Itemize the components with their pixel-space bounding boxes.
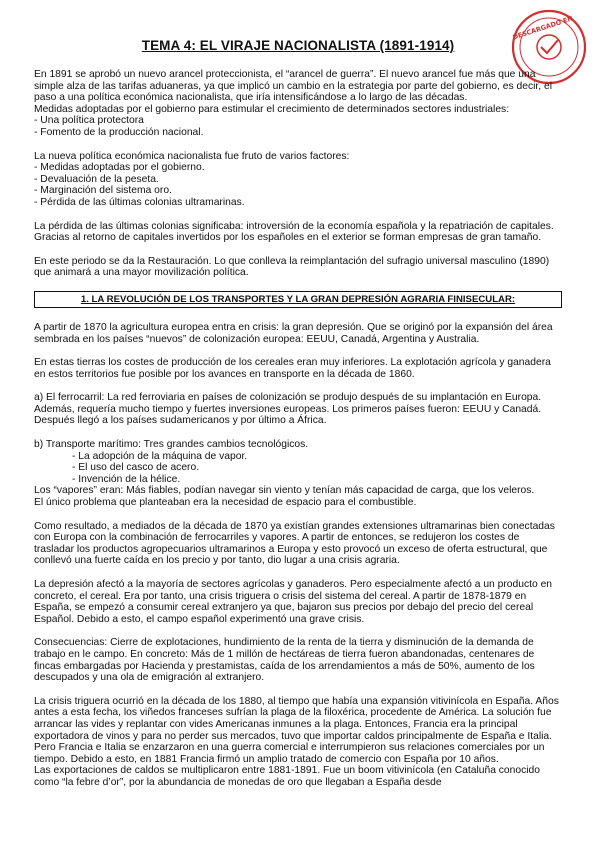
document-title: TEMA 4: EL VIRAJE NACIONALISTA (1891-1914)	[141, 38, 455, 53]
list-item: - Pérdida de las últimas colonias ultramarinas.	[34, 196, 245, 208]
maritime-block	[34, 439, 562, 509]
paragraph: La nueva política económica nacionalista fue fruto de varios factores:	[34, 150, 350, 162]
list-item: - Fomento de la producción nacional.	[34, 126, 204, 138]
svg-text:DESCARGADO EN: DESCARGADO EN	[511, 14, 574, 42]
paragraph: b) Transporte marítimo: Tres grandes cambios tecnológicos.	[34, 439, 309, 451]
section-heading: 1. LA REVOLUCIÓN DE LOS TRANSPORTES Y LA GRAN DEPRESIÓN AGRARIA FINISECULAR:	[34, 291, 562, 308]
colonies-block	[34, 221, 562, 244]
wine-block	[34, 696, 562, 789]
factors-block	[34, 151, 562, 209]
paragraph: La depresión afectó a la mayoría de sectores agrícolas y ganaderos. Pero especialmente afectó a un producto en concreto, el cereal. Era por tanto, una crisis triguera o crisis del sistema del cereal. A partir de 1878-1879 en España, se empezó a consumir cereal extranjero ya que, bajaron sus precios por debajo del precio del cereal Español. Debido a esto, el campo español experimentó una grave crisis.	[34, 579, 553, 625]
paragraph: Las exportaciones de caldos se multiplicaron entre 1881-1891. Fue un boom vitivinícola (en Cataluña conocido como “la febre d’or”, por la abundancia de monedas de oro que llegaban a España desde	[34, 765, 540, 788]
list-item: - Medidas adoptadas por el gobierno.	[34, 162, 205, 174]
paragraph: Gracias al retorno de capitales invertidos por los españoles en el exterior se forman empresas de gran tamaño.	[34, 232, 542, 244]
list-item: - Una política protectora	[34, 115, 144, 127]
paragraph: En 1891 se aprobó un nuevo arancel proteccionista, el “arancel de guerra”. El nuevo arancel fue más que una simple alza de las tarifas aduaneras, ya que implicó un cambio en la estrategia por parte del gobierno, es decir, el paso a una política económica nacionalista, que iría intensificándose a lo largo de las décadas.	[34, 69, 553, 104]
paragraph: A partir de 1870 la agricultura europea entra en crisis: la gran depresión. Que se originó por la expansión del área sembrada en los países “nuevos” de colonización europea: EEUU, Canadá, Argentina y Australia.	[34, 321, 553, 345]
paragraph: Los “vapores” eran: Más fiables, podían navegar sin viento y tenían más capacidad de carga, que los veleros.	[34, 485, 535, 497]
intro-block	[34, 69, 562, 139]
list-item: - Invención de la hélice.	[72, 473, 181, 485]
list-item: - Marginación del sistema oro.	[34, 185, 172, 197]
paragraph: Medidas adoptadas por el gobierno para estimular el crecimiento de determinados sectores industriales:	[34, 103, 510, 115]
paragraph: Como resultado, a mediados de la década de 1870 ya existían grandes extensiones ultramarinas bien conectadas con Europa con la combinación de ferrocarriles y vapores. A partir de entonces, se redujeron los costes de trasladar los productos agropecuarios ultramarinos a Europa y esto provocó un exceso de oferta estructural, que conllevó una fuerte caída en los precio y por tanto, dio lugar a una crisis agraria.	[34, 520, 555, 567]
paragraph: En estas tierras los costes de producción de los cereales eran muy inferiores. La explotación agrícola y ganadera en estos territorios fue posible por los avances en transporte en la década de 1860.	[34, 357, 551, 380]
paragraph: La crisis triguera ocurrió en la década de los 1880, al tiempo que había una expansión vitivinícola en España. Años antes a esta fecha, los viñedos franceses sufrían la plaga de la filoxérica, procedente de América. La solución fue arrancar las vides y replantar con vides Americanas inmunes a la plaga. Entonces, Francia era la principal exportadora de vinos y para no perder sus mercados, tuvo que importar caldos principalmente de España e Italia. Pero Francia e Italia se enzarzaron en una guerra comercial e interrumpieron sus relaciones comerciales por un tiempo. Debido a esto, en 1881 Francia firmó un amplio tratado de comercio con España por 10 años.	[34, 695, 559, 765]
list-item: - La adopción de la máquina de vapor.	[72, 450, 248, 462]
paragraph: a) El ferrocarril: La red ferroviaria en países de colonización se produjo después de su implantación en Europa. Además, requería mucho tiempo y fuertes inversiones europeas. Los primeros países fueron: EEUU y Canadá. Después llegó a los países sudamericanos y por último a África.	[34, 392, 542, 427]
paragraph: Consecuencias: Cierre de explotaciones, hundimiento de la renta de la tierra y disminución de la demanda de trabajo en le campo. En concreto: Más de 1 millón de hectáreas de tierra fueron abandonadas, centenares de fincas embargadas por Hacienda y prestamistas, caída de los arrendamientos a más de 50%, aumento de los descupados y una ola de emigración al extranjero.	[34, 637, 535, 684]
list-item: - Devaluación de la peseta.	[34, 173, 159, 185]
paragraph: La pérdida de las últimas colonias significaba: introversión de la economía española y la repatriación de capitales.	[34, 220, 554, 232]
paragraph: En este periodo se da la Restauración. Lo que conlleva la reimplantación del sufragio universal masculino (1890) que animará a una mayor movilización política.	[34, 255, 550, 279]
paragraph: El único problema que planteaban era la necesidad de espacio para el combustible.	[34, 497, 417, 509]
document-page	[34, 38, 562, 801]
list-item: - El uso del casco de acero.	[72, 462, 200, 474]
